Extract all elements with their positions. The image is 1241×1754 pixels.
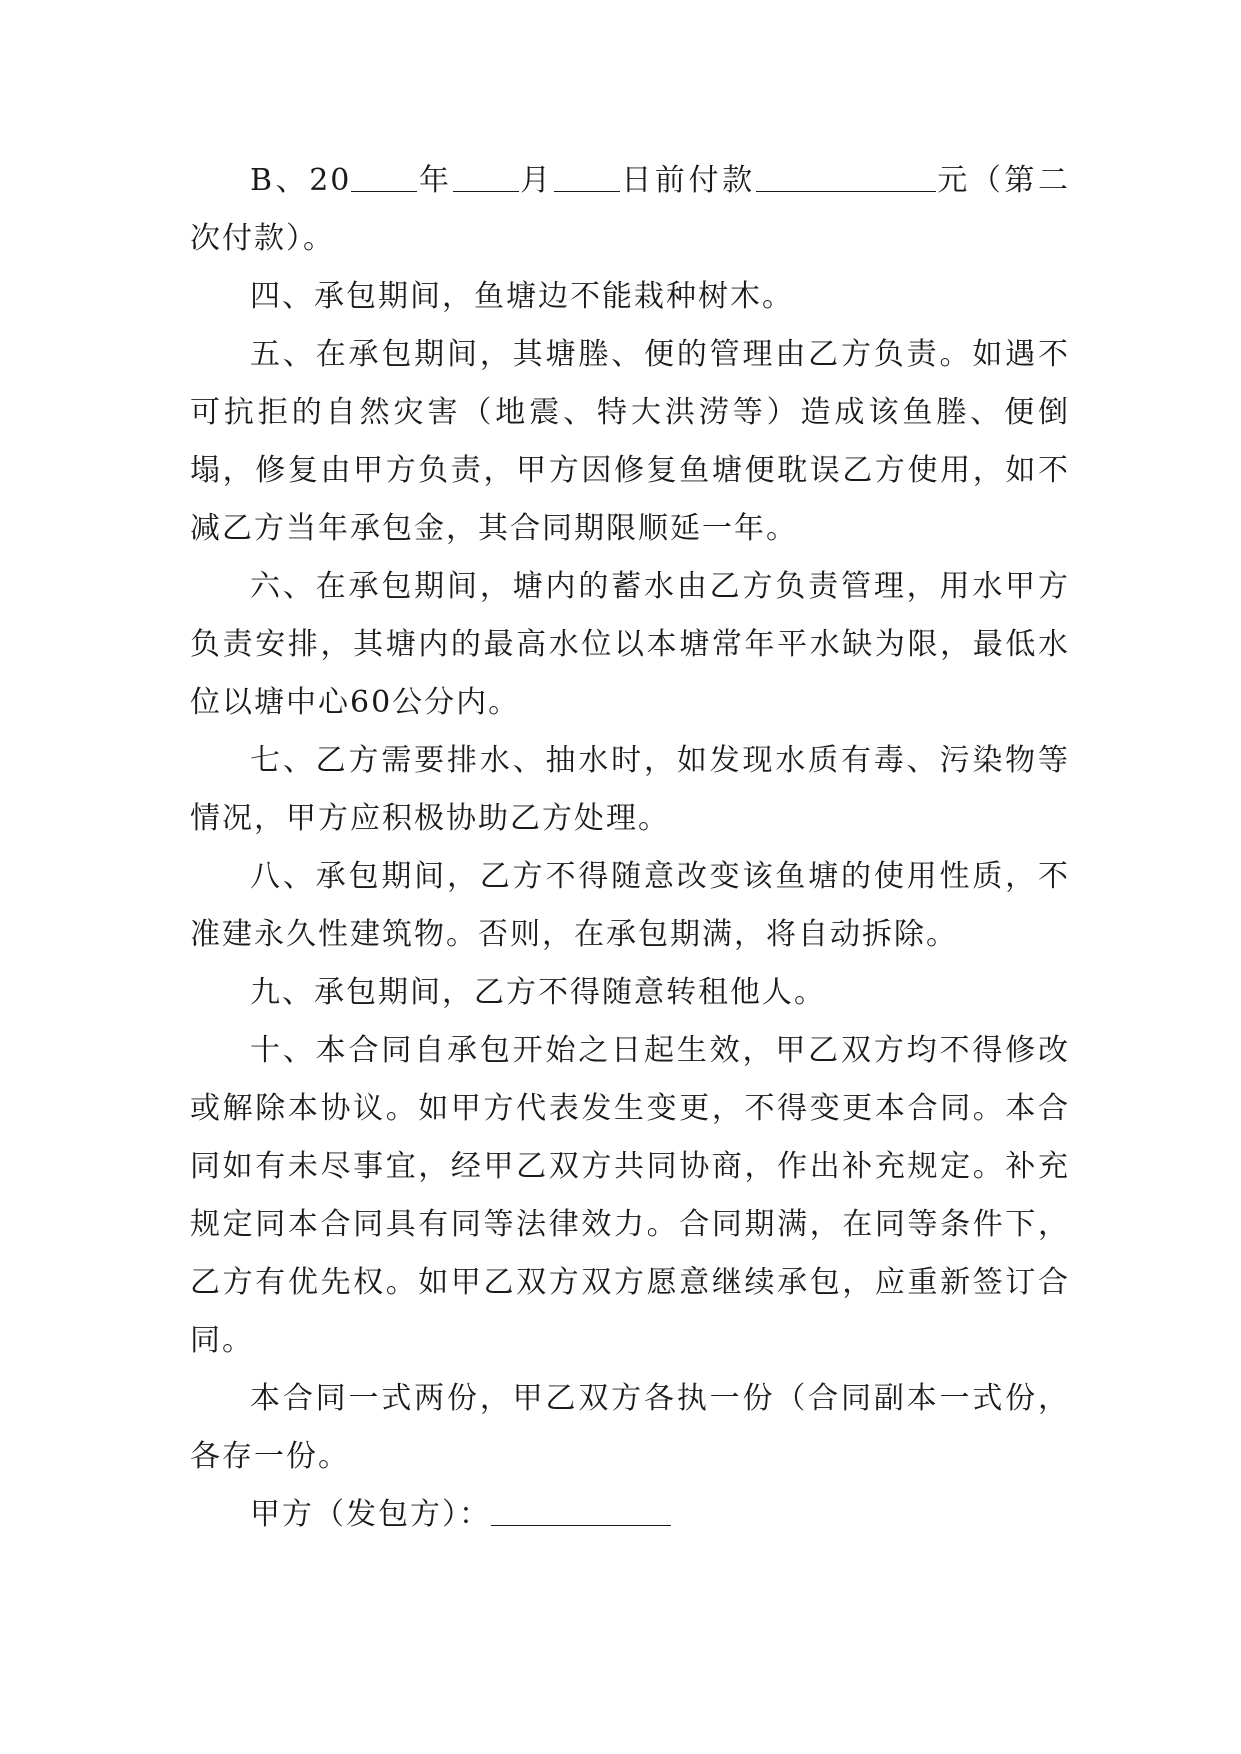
clause-10: 十、本合同自承包开始之日起生效，甲乙双方均不得修改或解除本协议。如甲方代表发生变更，不得变更本合同。本合同如有未尽事宜，经甲乙双方共同协商，作出补充规定。补充规定同本合同具有同等法律效力。合同期满，在同等条件下，乙方有优先权。如甲乙双方双方愿意继续承包，应重新签订合同。 xyxy=(190,1033,1070,1358)
party-a-blank xyxy=(491,1496,671,1526)
payment-b-prefix: B、20 xyxy=(250,163,352,198)
year-blank xyxy=(351,162,417,192)
month-suffix: 月 xyxy=(518,163,554,198)
yuan-text: 元（第二次付款）。 xyxy=(190,163,1070,256)
clause-7: 七、乙方需要排水、抽水时，如发现水质有毒、污染物等情况，甲方应积极协助乙方处理。 xyxy=(190,743,1070,836)
copies-paragraph: 本合同一式两份，甲乙双方各执一份（合同副本一式份，各存一份。 xyxy=(190,1381,1070,1474)
month-blank xyxy=(453,162,519,192)
clause-6: 六、在承包期间，塘内的蓄水由乙方负责管理，用水甲方负责安排，其塘内的最高水位以本塘常年平水缺为限，最低水位以塘中心60公分内。 xyxy=(190,569,1070,720)
clause-8: 八、承包期间，乙方不得随意改变该鱼塘的使用性质，不准建永久性建筑物。否则，在承包期满，将自动拆除。 xyxy=(190,859,1070,952)
day-text: 日前付款 xyxy=(619,163,756,198)
document-page xyxy=(190,152,1070,1544)
party-a-label: 甲方（发包方）： xyxy=(250,1497,491,1532)
clause-5: 五、在承包期间，其塘塍、便的管理由乙方负责。如遇不可抗拒的自然灾害（地震、特大洪涝等）造成该鱼塍、便倒塌，修复由甲方负责，甲方因修复鱼塘便耽误乙方使用，如不减乙方当年承包金，其合同期限顺延一年。 xyxy=(190,337,1070,546)
clause-4: 四、承包期间，鱼塘边不能栽种树木。 xyxy=(250,279,794,314)
clause-9: 九、承包期间，乙方不得随意转租他人。 xyxy=(250,975,826,1010)
day-blank xyxy=(554,162,620,192)
signature-party-a xyxy=(190,1486,1070,1544)
amount-blank xyxy=(756,162,936,192)
year-suffix: 年 xyxy=(417,163,453,198)
payment-b-paragraph xyxy=(190,152,1070,268)
